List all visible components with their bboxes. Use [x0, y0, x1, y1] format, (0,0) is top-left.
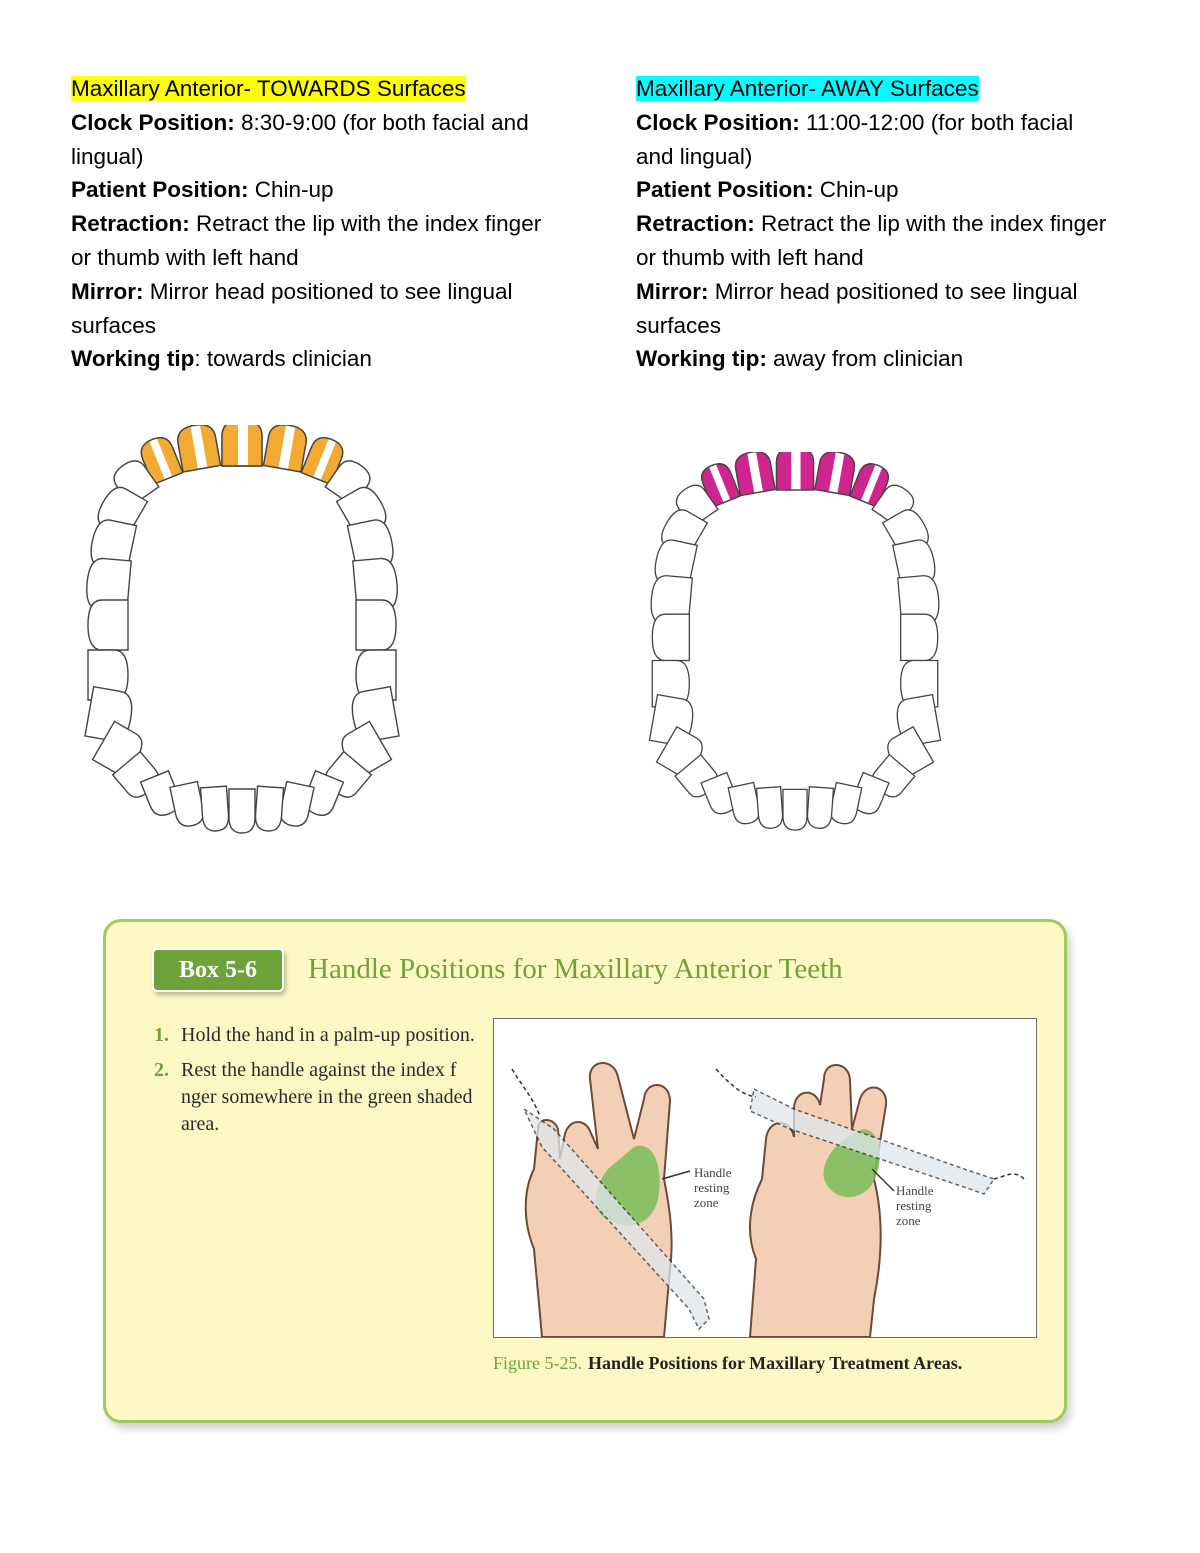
away-heading: Maxillary Anterior- AWAY Surfaces	[636, 76, 979, 101]
away-clock-position: Clock Position: 11:00-12:00 (for both facial and lingual)	[636, 109, 1074, 169]
box-5-6-panel	[103, 919, 1067, 1423]
svg-text:resting: resting	[694, 1180, 730, 1195]
tooth	[807, 787, 834, 829]
tooth	[175, 425, 220, 472]
left-hand-illustration	[512, 1063, 732, 1337]
tooth	[901, 614, 938, 660]
away-working-tip: Working tip: away from clinician	[636, 346, 964, 372]
svg-text:zone: zone	[896, 1213, 921, 1228]
tooth	[254, 786, 283, 832]
towards-heading: Maxillary Anterior- TOWARDS Surfaces	[71, 76, 466, 101]
box-tag: Box 5-6	[152, 948, 284, 992]
towards-working-tip: Working tip: towards clinician	[71, 346, 372, 372]
towards-mirror: Mirror: Mirror head positioned to see lingual surfaces	[71, 278, 513, 338]
towards-patient-position: Patient Position: Chin-up	[71, 177, 334, 203]
tooth	[783, 789, 807, 830]
tooth	[733, 452, 775, 496]
tooth	[776, 452, 813, 490]
box-title: Handle Positions for Maxillary Anterior Teeth	[308, 953, 843, 985]
hand-figure-svg	[494, 1019, 1036, 1337]
tooth	[757, 787, 784, 829]
svg-text:Handle: Handle	[896, 1183, 934, 1198]
towards-dental-arch-diagram	[82, 425, 402, 835]
hand-illustration	[493, 1018, 1037, 1338]
towards-clock-position: Clock Position: 8:30-9:00 (for both facial and lingual)	[71, 109, 529, 169]
list-item: 2. Rest the handle against the index f nger somewhere in the green shaded area.	[154, 1059, 473, 1135]
tooth	[263, 425, 308, 472]
tooth	[229, 789, 255, 833]
svg-text:Handle: Handle	[694, 1165, 732, 1180]
figure-caption: Figure 5-25. Handle Positions for Maxillary Treatment Areas.	[493, 1353, 963, 1373]
svg-text:zone: zone	[694, 1195, 719, 1210]
away-surfaces-section	[636, 72, 1116, 376]
tooth	[200, 786, 229, 832]
away-patient-position: Patient Position: Chin-up	[636, 177, 899, 203]
towards-retraction: Retraction: Retract the lip with the index finger or thumb with left hand	[71, 211, 542, 270]
right-hand-illustration	[716, 1065, 1024, 1337]
steps-list	[154, 1022, 484, 1146]
tooth	[356, 600, 396, 650]
list-item: 1. Hold the hand in a palm-up position.	[154, 1024, 475, 1046]
away-retraction: Retraction: Retract the lip with the index finger or thumb with left hand	[636, 211, 1107, 270]
tooth	[815, 452, 857, 496]
towards-surfaces-section	[71, 72, 551, 376]
svg-text:resting: resting	[896, 1198, 932, 1213]
away-dental-arch-diagram	[645, 452, 945, 832]
away-mirror: Mirror: Mirror head positioned to see lingual surfaces	[636, 278, 1078, 338]
tooth	[88, 600, 128, 650]
tooth	[652, 614, 689, 660]
tooth	[222, 425, 262, 466]
